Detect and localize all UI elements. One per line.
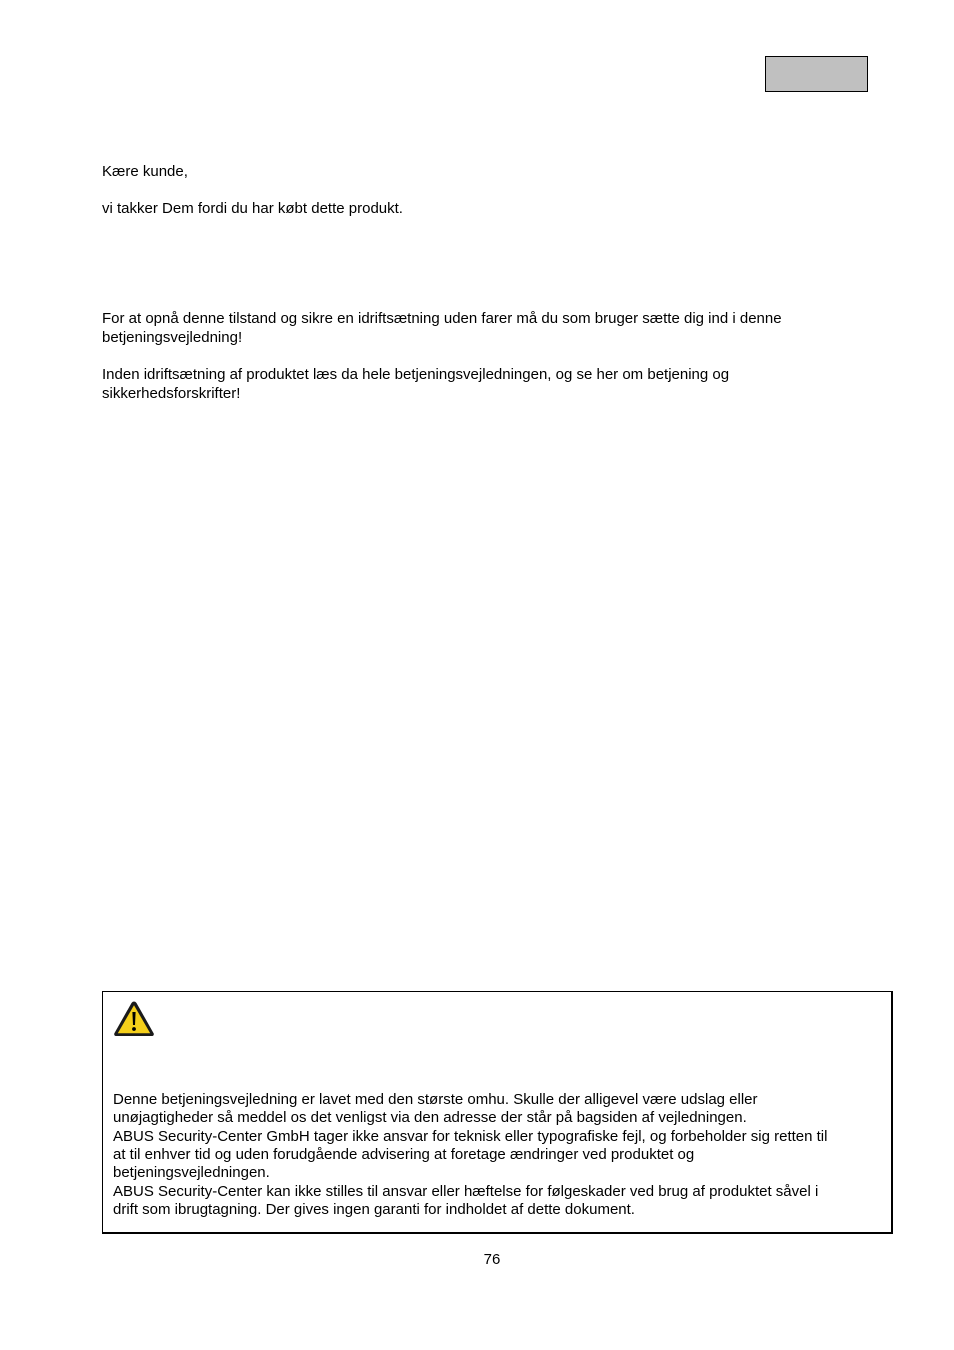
- disclaimer-text: [113, 1091, 827, 1219]
- paragraph-line: betjeningsvejledning!: [102, 328, 243, 346]
- disclaimer-line: betjeningsvejledningen.: [113, 1164, 270, 1182]
- thanks-line: vi takker Dem fordi du har købt dette produkt.: [102, 200, 403, 217]
- paragraph-line: Inden idriftsætning af produktet læs da hele betjeningsvejledningen, og se her om betjening og: [102, 366, 730, 383]
- header-label-box: [765, 56, 868, 92]
- disclaimer-line: unøjagtigheder så meddel os det venligst via den adresse der står på bagsiden af vejledningen.: [113, 1109, 747, 1127]
- disclaimer-line: ABUS Security-Center kan ikke stilles til ansvar eller hæftelse for følgeskader ved brug af produktet såvel i: [113, 1182, 819, 1200]
- paragraph-safety: [102, 366, 729, 403]
- greeting: Kære kunde,: [102, 163, 188, 180]
- paragraph-line: sikkerhedsforskrifter!: [102, 384, 241, 402]
- paragraph-operation: [102, 310, 782, 347]
- disclaimer-line: at til enhver tid og uden forudgående advisering at foretage ændringer ved produktet og: [113, 1146, 695, 1164]
- disclaimer-line: ABUS Security-Center GmbH tager ikke ansvar for teknisk eller typografiske fejl, og forbeholder sig retten til: [113, 1127, 828, 1145]
- page-number: 76: [483, 1251, 501, 1268]
- paragraph-line: For at opnå denne tilstand og sikre en idriftsætning uden farer må du som bruger sætte dig ind i denne: [102, 310, 782, 327]
- disclaimer-line: Denne betjeningsvejledning er lavet med den største omhu. Skulle der alligevel være udslag eller: [113, 1091, 758, 1108]
- warning-icon: [113, 1000, 155, 1038]
- disclaimer-line: drift som ibrugtagning. Der gives ingen garanti for indholdet af dette dokument.: [113, 1201, 635, 1219]
- disclaimer-box: [102, 991, 893, 1234]
